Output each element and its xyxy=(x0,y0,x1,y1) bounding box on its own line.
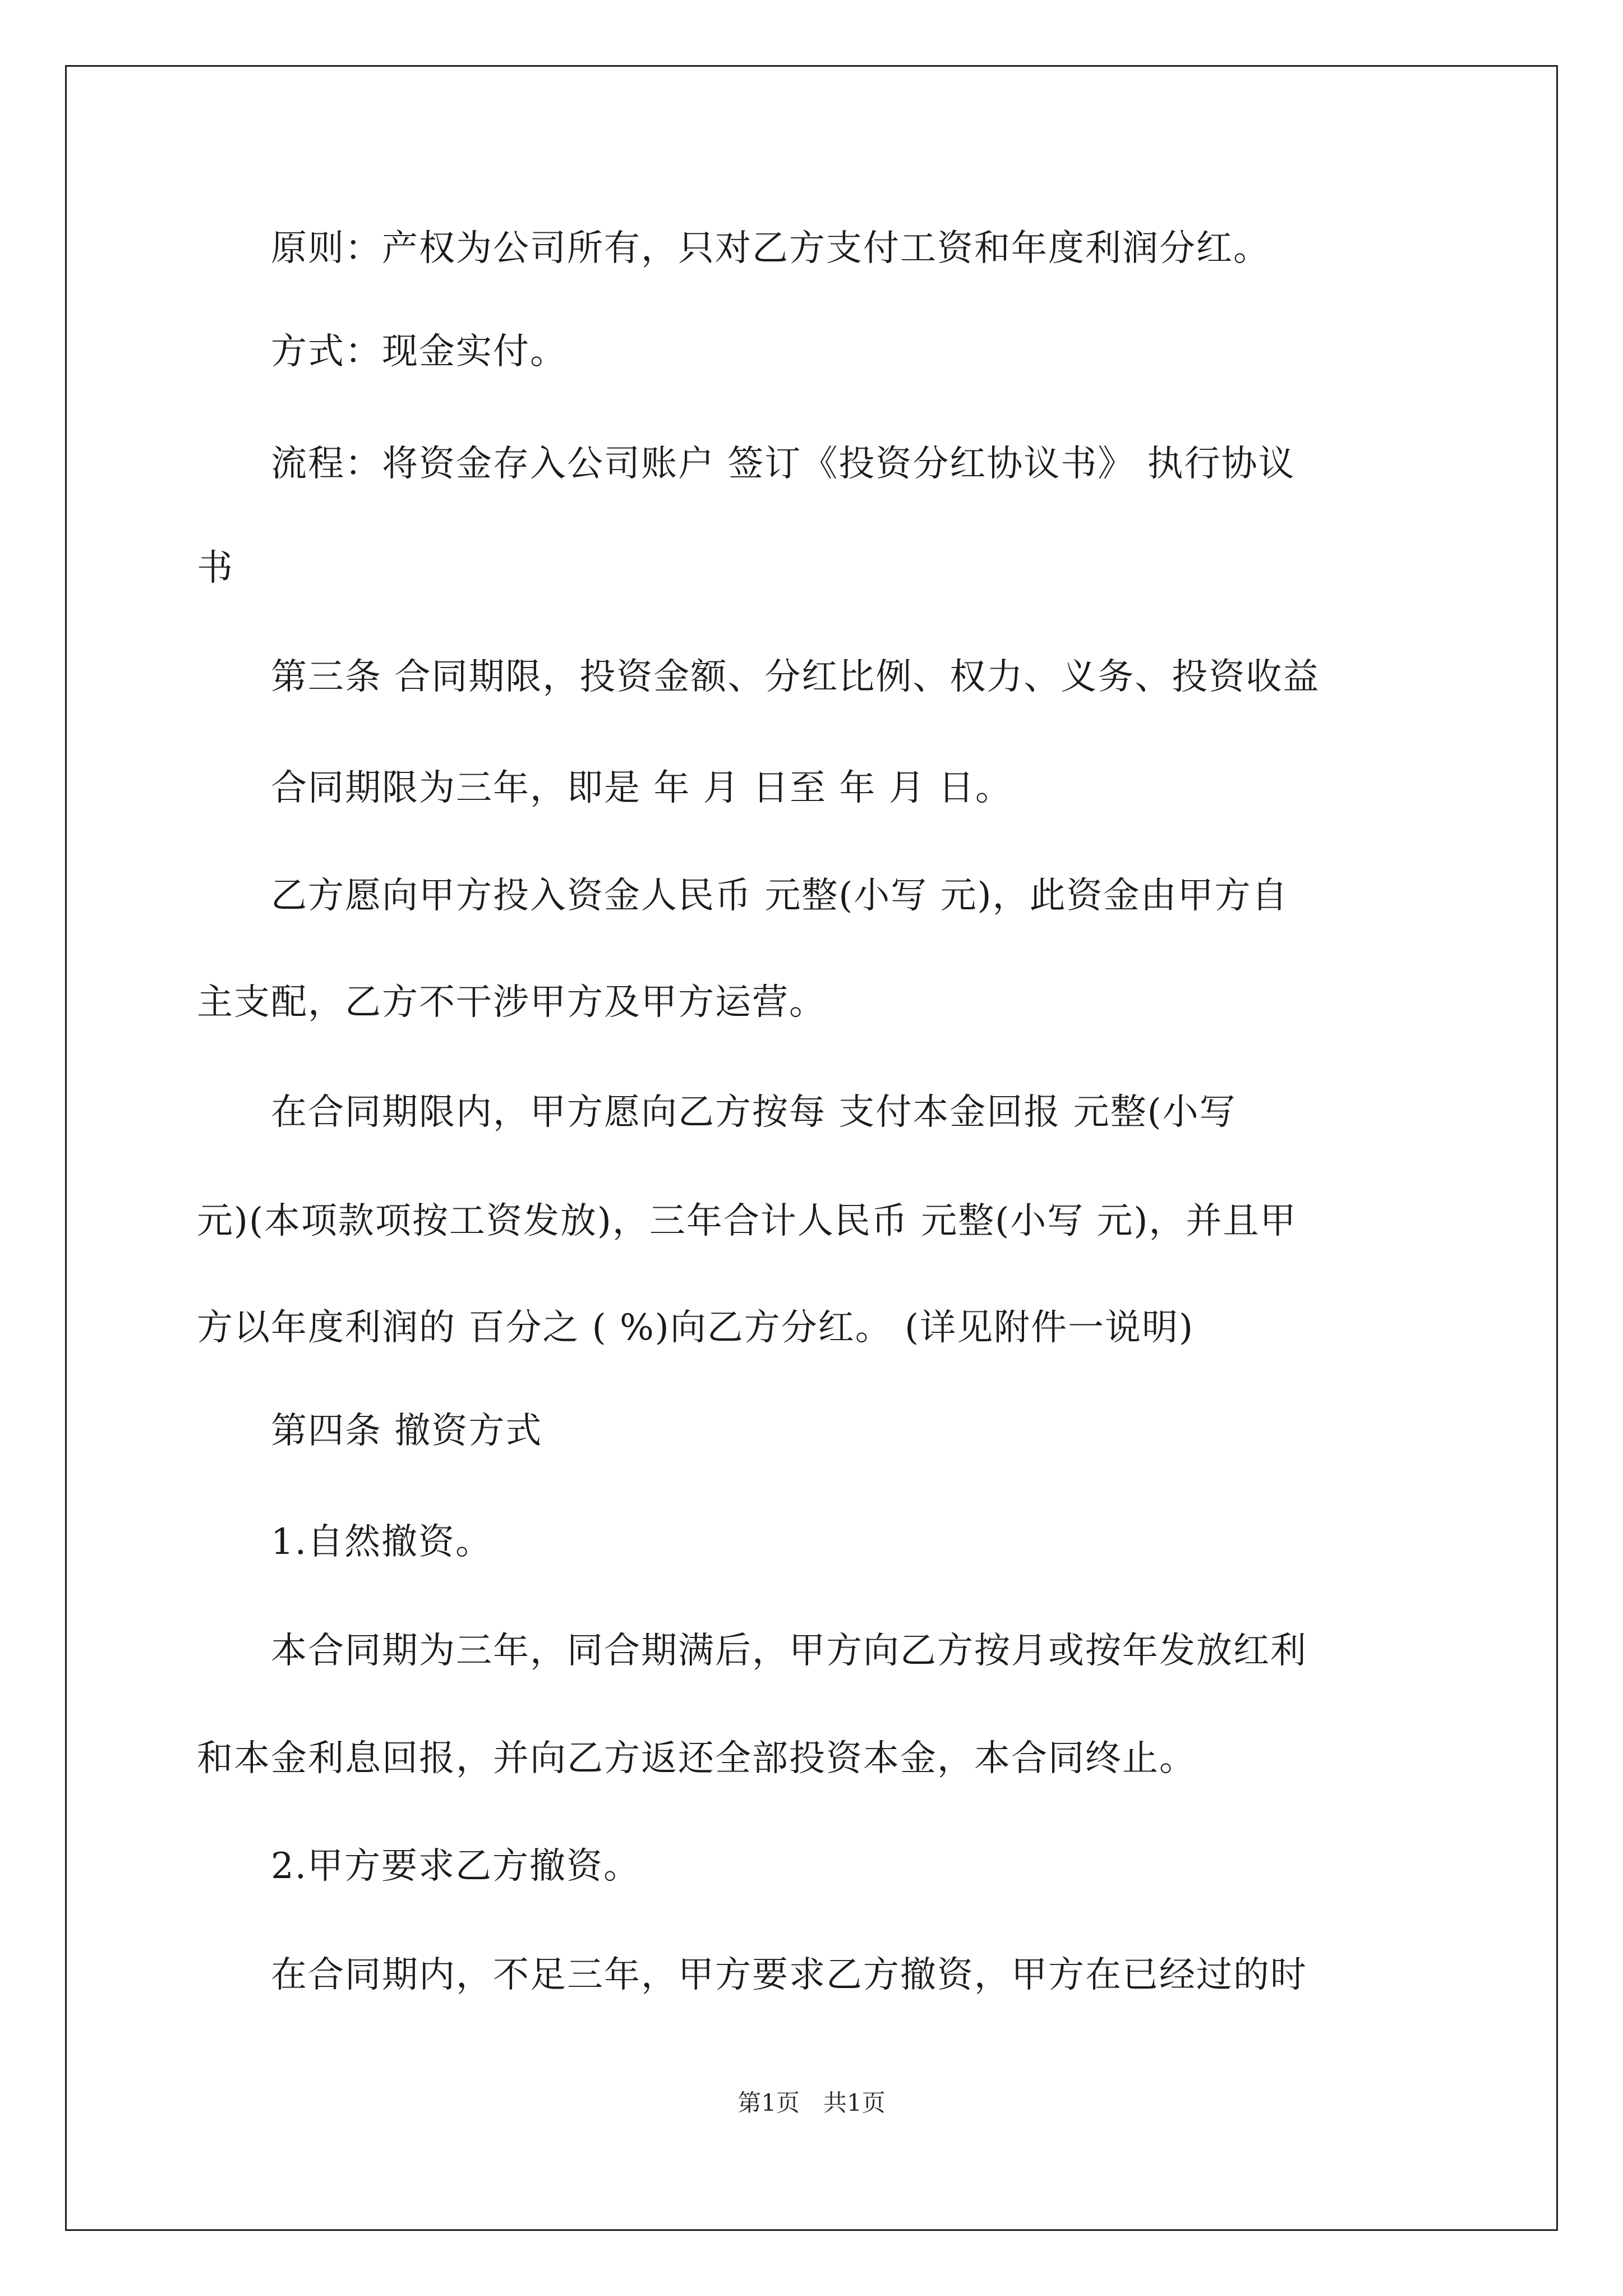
paragraph-line: 合同期限为三年，即是 年 月 日至 年 月 日。 xyxy=(197,767,1013,809)
paragraph-line: 第四条 撤资方式 xyxy=(197,1410,543,1452)
paragraph-line: 方式：现金实付。 xyxy=(197,331,567,372)
paragraph-line: 本合同期为三年，同合期满后，甲方向乙方按月或按年发放红利 xyxy=(197,1630,1307,1672)
paragraph-line: 书 xyxy=(197,547,234,589)
paragraph-line: 方以年度利润的 百分之 ( %)向乙方分红。 (详见附件一说明) xyxy=(197,1307,1195,1349)
paragraph-line: 在合同期内，不足三年，甲方要求乙方撤资，甲方在已经过的时 xyxy=(197,1954,1307,1996)
paragraph-line: 乙方愿向甲方投入资金人民币 元整(小写 元)，此资金由甲方自 xyxy=(197,875,1289,917)
paragraph-line: 和本金利息回报，并向乙方返还全部投资本金，本合同终止。 xyxy=(197,1738,1196,1779)
paragraph-line: 主支配，乙方不干涉甲方及甲方运营。 xyxy=(197,982,826,1023)
paragraph-line: 1.自然撤资。 xyxy=(197,1521,493,1563)
paragraph-line: 原则：产权为公司所有，只对乙方支付工资和年度利润分红。 xyxy=(197,228,1270,269)
page-number-footer: 第1页 共1页 xyxy=(737,2089,886,2116)
paragraph-line: 2.甲方要求乙方撤资。 xyxy=(197,1846,641,1887)
paragraph-line: 第三条 合同期限，投资金额、分红比例、权力、义务、投资收益 xyxy=(197,656,1320,698)
paragraph-line: 流程：将资金存入公司账户 签订《投资分红协议书》 执行协议 xyxy=(197,443,1295,485)
page-border xyxy=(65,65,1558,2231)
paragraph-line: 在合同期限内，甲方愿向乙方按每 支付本金回报 元整(小写 xyxy=(197,1092,1237,1133)
paragraph-line: 元)(本项款项按工资发放)，三年合计人民币 元整(小写 元)，并且甲 xyxy=(197,1200,1297,1242)
